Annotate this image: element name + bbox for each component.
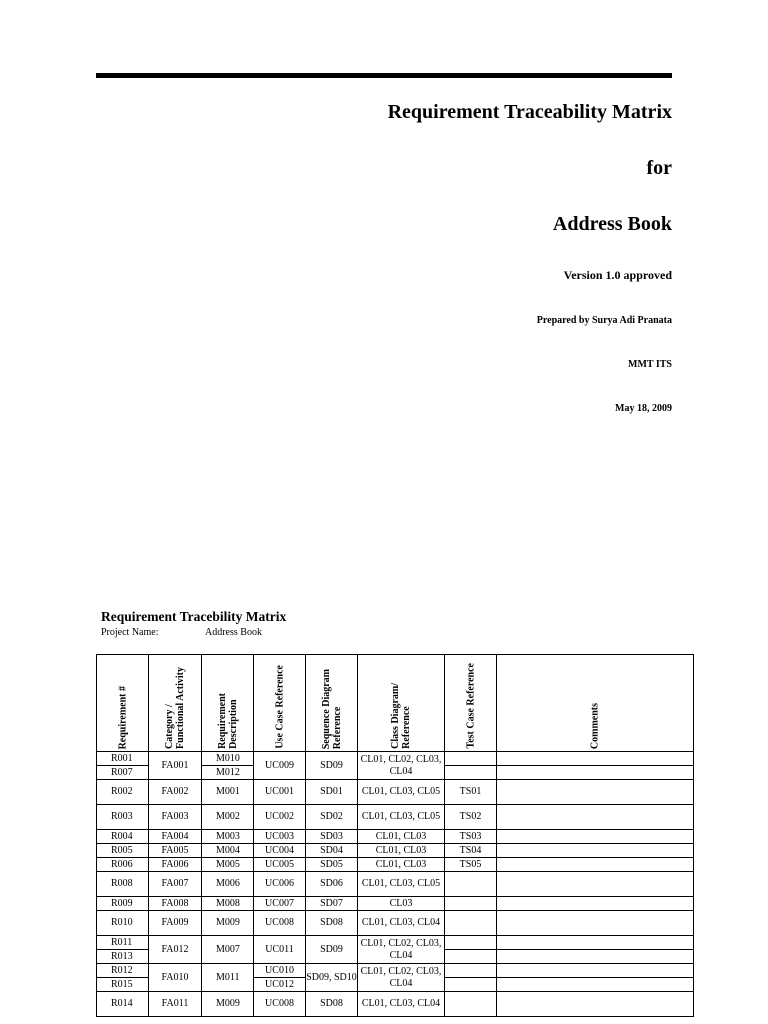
cell-class-diagram: CL01, CL03, CL04 xyxy=(358,992,445,1017)
cell-requirement: R013 xyxy=(97,950,149,964)
cell-sequence-diagram: SD09 xyxy=(306,936,358,964)
header-test-case-reference: Test Case Reference xyxy=(445,655,497,752)
cell-requirement: R006 xyxy=(97,858,149,872)
cell-description: M003 xyxy=(202,830,254,844)
cell-requirement: R005 xyxy=(97,844,149,858)
cell-category: FA004 xyxy=(149,830,202,844)
cell-test-case: TS01 xyxy=(445,780,497,805)
version-label: Version 1.0 approved xyxy=(563,268,672,282)
cell-requirement: R009 xyxy=(97,897,149,911)
header-requirement-number: Requirement # xyxy=(97,655,149,752)
cell-class-diagram: CL01, CL03, CL05 xyxy=(358,805,445,830)
project-name-label: Project Name: xyxy=(101,627,159,638)
cell-comments xyxy=(497,780,694,805)
prepared-by: Prepared by Surya Adi Pranata xyxy=(536,315,672,326)
cell-test-case: TS04 xyxy=(445,844,497,858)
table-row xyxy=(97,805,694,830)
organization: MMT ITS xyxy=(628,359,672,370)
cell-class-diagram: CL01, CL03, CL05 xyxy=(358,872,445,897)
cell-class-diagram: CL01, CL03, CL05 xyxy=(358,780,445,805)
table-row xyxy=(97,992,694,1017)
top-rule xyxy=(96,73,672,78)
cell-description: M009 xyxy=(202,992,254,1017)
cell-test-case xyxy=(445,964,497,978)
table-row xyxy=(97,964,694,978)
cell-comments xyxy=(497,964,694,978)
cell-requirement: R015 xyxy=(97,978,149,992)
cell-category: FA002 xyxy=(149,780,202,805)
cell-comments xyxy=(497,752,694,766)
cell-category: FA007 xyxy=(149,872,202,897)
cell-category: FA009 xyxy=(149,911,202,936)
cell-comments xyxy=(497,992,694,1017)
cell-sequence-diagram: SD07 xyxy=(306,897,358,911)
document-title: Requirement Traceability Matrix xyxy=(387,101,672,123)
cell-description: M006 xyxy=(202,872,254,897)
cell-requirement: R004 xyxy=(97,830,149,844)
cell-category: FA011 xyxy=(149,992,202,1017)
cell-comments xyxy=(497,858,694,872)
header-sequence-diagram-reference: Sequence Diagram Reference xyxy=(306,655,358,752)
cell-category: FA001 xyxy=(149,752,202,780)
cell-description: M007 xyxy=(202,936,254,964)
cell-use-case: UC010 xyxy=(254,964,306,978)
cell-test-case xyxy=(445,766,497,780)
cell-comments xyxy=(497,830,694,844)
document-title-project: Address Book xyxy=(552,213,672,235)
matrix-title: Requirement Tracebility Matrix xyxy=(101,609,287,624)
cell-description: M005 xyxy=(202,858,254,872)
cell-test-case: TS05 xyxy=(445,858,497,872)
cell-class-diagram: CL01, CL02, CL03, CL04 xyxy=(358,752,445,780)
cell-use-case: UC002 xyxy=(254,805,306,830)
cell-comments xyxy=(497,805,694,830)
cell-comments xyxy=(497,978,694,992)
header-category: Category / Functional Activity xyxy=(149,655,202,752)
cell-requirement: R002 xyxy=(97,780,149,805)
cell-use-case: UC012 xyxy=(254,978,306,992)
cell-comments xyxy=(497,950,694,964)
cell-sequence-diagram: SD03 xyxy=(306,830,358,844)
cell-sequence-diagram: SD04 xyxy=(306,844,358,858)
cell-use-case: UC005 xyxy=(254,858,306,872)
cell-use-case: UC006 xyxy=(254,872,306,897)
cell-use-case: UC011 xyxy=(254,936,306,964)
cell-requirement: R012 xyxy=(97,964,149,978)
table-row xyxy=(97,752,694,766)
document-date: May 18, 2009 xyxy=(615,403,672,414)
document-title-for: for xyxy=(646,157,672,179)
cell-test-case xyxy=(445,936,497,950)
table-row xyxy=(97,830,694,844)
cell-description: M011 xyxy=(202,964,254,992)
traceability-table xyxy=(96,654,694,1017)
cell-category: FA010 xyxy=(149,964,202,992)
cell-category: FA008 xyxy=(149,897,202,911)
cell-requirement: R014 xyxy=(97,992,149,1017)
cell-test-case xyxy=(445,992,497,1017)
cell-comments xyxy=(497,766,694,780)
header-requirement-description: Requirement Description xyxy=(202,655,254,752)
cell-comments xyxy=(497,872,694,897)
cell-sequence-diagram: SD08 xyxy=(306,992,358,1017)
cell-test-case xyxy=(445,897,497,911)
table-header-row xyxy=(97,655,694,752)
cell-comments xyxy=(497,897,694,911)
cell-sequence-diagram: SD01 xyxy=(306,780,358,805)
cell-sequence-diagram: SD08 xyxy=(306,911,358,936)
cell-use-case: UC003 xyxy=(254,830,306,844)
cell-requirement: R010 xyxy=(97,911,149,936)
cell-comments xyxy=(497,844,694,858)
table-row xyxy=(97,911,694,936)
cell-use-case: UC008 xyxy=(254,992,306,1017)
cell-requirement: R011 xyxy=(97,936,149,950)
header-comments: Comments xyxy=(497,655,694,752)
table-row xyxy=(97,780,694,805)
cell-category: FA012 xyxy=(149,936,202,964)
cell-use-case: UC001 xyxy=(254,780,306,805)
cell-description: M012 xyxy=(202,766,254,780)
cell-class-diagram: CL01, CL02, CL03, CL04 xyxy=(358,964,445,992)
cell-category: FA003 xyxy=(149,805,202,830)
cell-sequence-diagram: SD02 xyxy=(306,805,358,830)
cell-class-diagram: CL03 xyxy=(358,897,445,911)
cell-sequence-diagram: SD06 xyxy=(306,872,358,897)
cell-class-diagram: CL01, CL03 xyxy=(358,844,445,858)
cell-requirement: R007 xyxy=(97,766,149,780)
cell-class-diagram: CL01, CL02, CL03, CL04 xyxy=(358,936,445,964)
cell-description: M002 xyxy=(202,805,254,830)
cell-comments xyxy=(497,936,694,950)
cell-use-case: UC007 xyxy=(254,897,306,911)
cell-description: M004 xyxy=(202,844,254,858)
cell-test-case xyxy=(445,752,497,766)
cell-description: M010 xyxy=(202,752,254,766)
cell-class-diagram: CL01, CL03 xyxy=(358,858,445,872)
cell-sequence-diagram: SD09, SD10 xyxy=(306,964,358,992)
table-row xyxy=(97,872,694,897)
cell-class-diagram: CL01, CL03, CL04 xyxy=(358,911,445,936)
cell-requirement: R003 xyxy=(97,805,149,830)
table-row xyxy=(97,936,694,950)
cell-comments xyxy=(497,911,694,936)
project-name-value: Address Book xyxy=(205,627,262,638)
header-use-case-reference: Use Case Reference xyxy=(254,655,306,752)
cell-sequence-diagram: SD05 xyxy=(306,858,358,872)
cell-use-case: UC004 xyxy=(254,844,306,858)
cell-requirement: R001 xyxy=(97,752,149,766)
cell-test-case: TS02 xyxy=(445,805,497,830)
cell-use-case: UC009 xyxy=(254,752,306,780)
cell-requirement: R008 xyxy=(97,872,149,897)
cell-category: FA006 xyxy=(149,858,202,872)
cell-category: FA005 xyxy=(149,844,202,858)
cell-test-case: TS03 xyxy=(445,830,497,844)
header-class-diagram-reference: Class Diagram/ Reference xyxy=(358,655,445,752)
cell-sequence-diagram: SD09 xyxy=(306,752,358,780)
table-row xyxy=(97,844,694,858)
cell-description: M001 xyxy=(202,780,254,805)
table-row xyxy=(97,858,694,872)
cell-test-case xyxy=(445,911,497,936)
cell-description: M009 xyxy=(202,911,254,936)
cell-use-case: UC008 xyxy=(254,911,306,936)
cell-class-diagram: CL01, CL03 xyxy=(358,830,445,844)
cell-description: M008 xyxy=(202,897,254,911)
cell-test-case xyxy=(445,872,497,897)
table-row xyxy=(97,897,694,911)
cell-test-case xyxy=(445,978,497,992)
cell-test-case xyxy=(445,950,497,964)
